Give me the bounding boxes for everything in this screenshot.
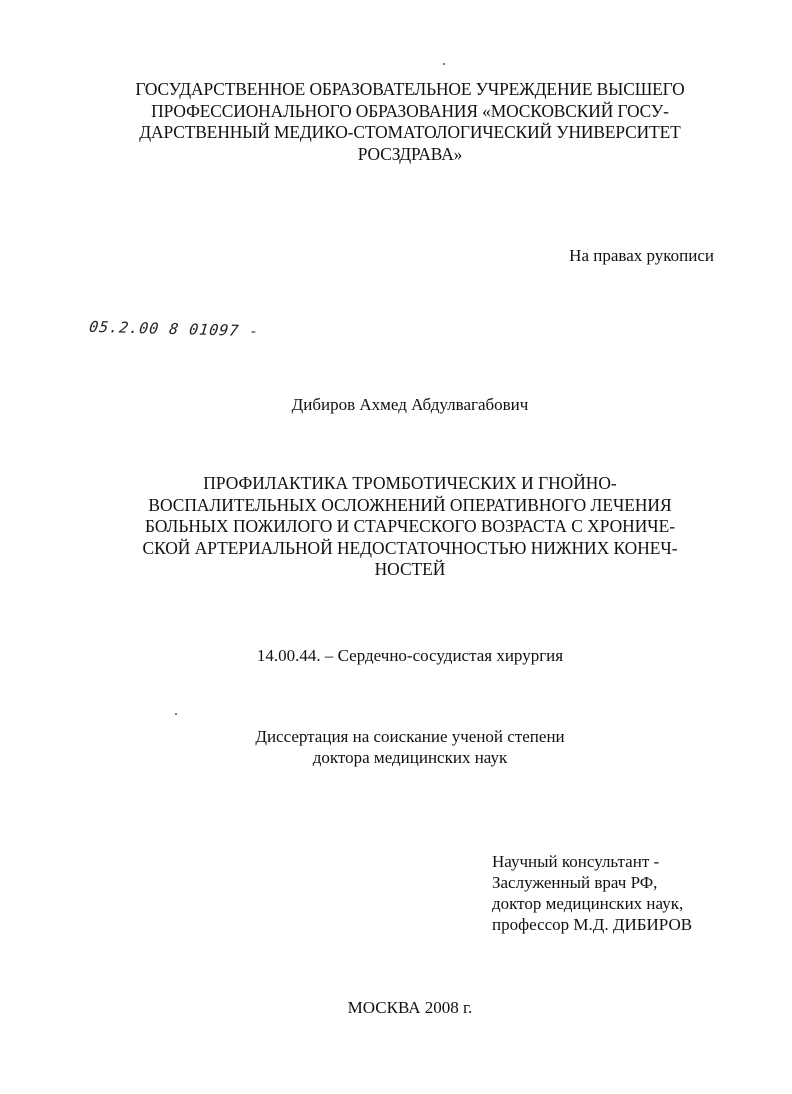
rights-note: На правах рукописи [569, 246, 714, 265]
thesis-title [80, 473, 740, 581]
institution-header [80, 79, 740, 165]
institution-line: ПРОФЕССИОНАЛЬНОГО ОБРАЗОВАНИЯ «МОСКОВСКИЙ ГОСУ- [151, 100, 669, 121]
scientific-consultant [492, 851, 742, 935]
consultant-line: профессор М.Д. ДИБИРОВ [492, 915, 693, 934]
consultant-line: доктор медицинских наук, [492, 894, 684, 913]
consultant-line: Научный консультант - [492, 852, 660, 871]
title-line: ВОСПАЛИТЕЛЬНЫХ ОСЛОЖНЕНИЙ ОПЕРАТИВНОГО ЛЕЧЕНИЯ [148, 494, 672, 515]
title-line: НОСТЕЙ [374, 559, 446, 579]
institution-line: ГОСУДАРСТВЕННОЕ ОБРАЗОВАТЕЛЬНОЕ УЧРЕЖДЕНИЕ ВЫСШЕГО [135, 79, 685, 99]
author-name: Дибиров Ахмед Абдулвагабович [291, 395, 529, 414]
scan-speck [443, 63, 445, 65]
title-line: СКОЙ АРТЕРИАЛЬНОЙ НЕДОСТАТОЧНОСТЬЮ НИЖНИХ КОНЕЧ- [142, 537, 678, 558]
city-year: МОСКВА 2008 г. [347, 998, 473, 1017]
consultant-line: Заслуженный врач РФ, [492, 873, 658, 892]
specialty-code: 14.00.44. – Сердечно-сосудистая хирургия [256, 646, 564, 665]
archive-stamp: 05.2.00 8 01097 - [88, 317, 261, 341]
title-line: БОЛЬНЫХ ПОЖИЛОГО И СТАРЧЕСКОГО ВОЗРАСТА С ХРОНИЧЕ- [144, 516, 675, 536]
institution-line: РОСЗДРАВА» [357, 143, 463, 164]
title-line: ПРОФИЛАКТИКА ТРОМБОТИЧЕСКИХ И ГНОЙНО- [203, 473, 617, 493]
scan-speck [175, 713, 177, 715]
degree-line: доктора медицинских наук [312, 748, 508, 767]
institution-line: ДАРСТВЕННЫЙ МЕДИКО-СТОМАТОЛОГИЧЕСКИЙ УНИВЕРСИТЕТ [139, 122, 681, 142]
degree-statement [200, 726, 620, 768]
degree-line: Диссертация на соискание ученой степени [255, 727, 565, 746]
